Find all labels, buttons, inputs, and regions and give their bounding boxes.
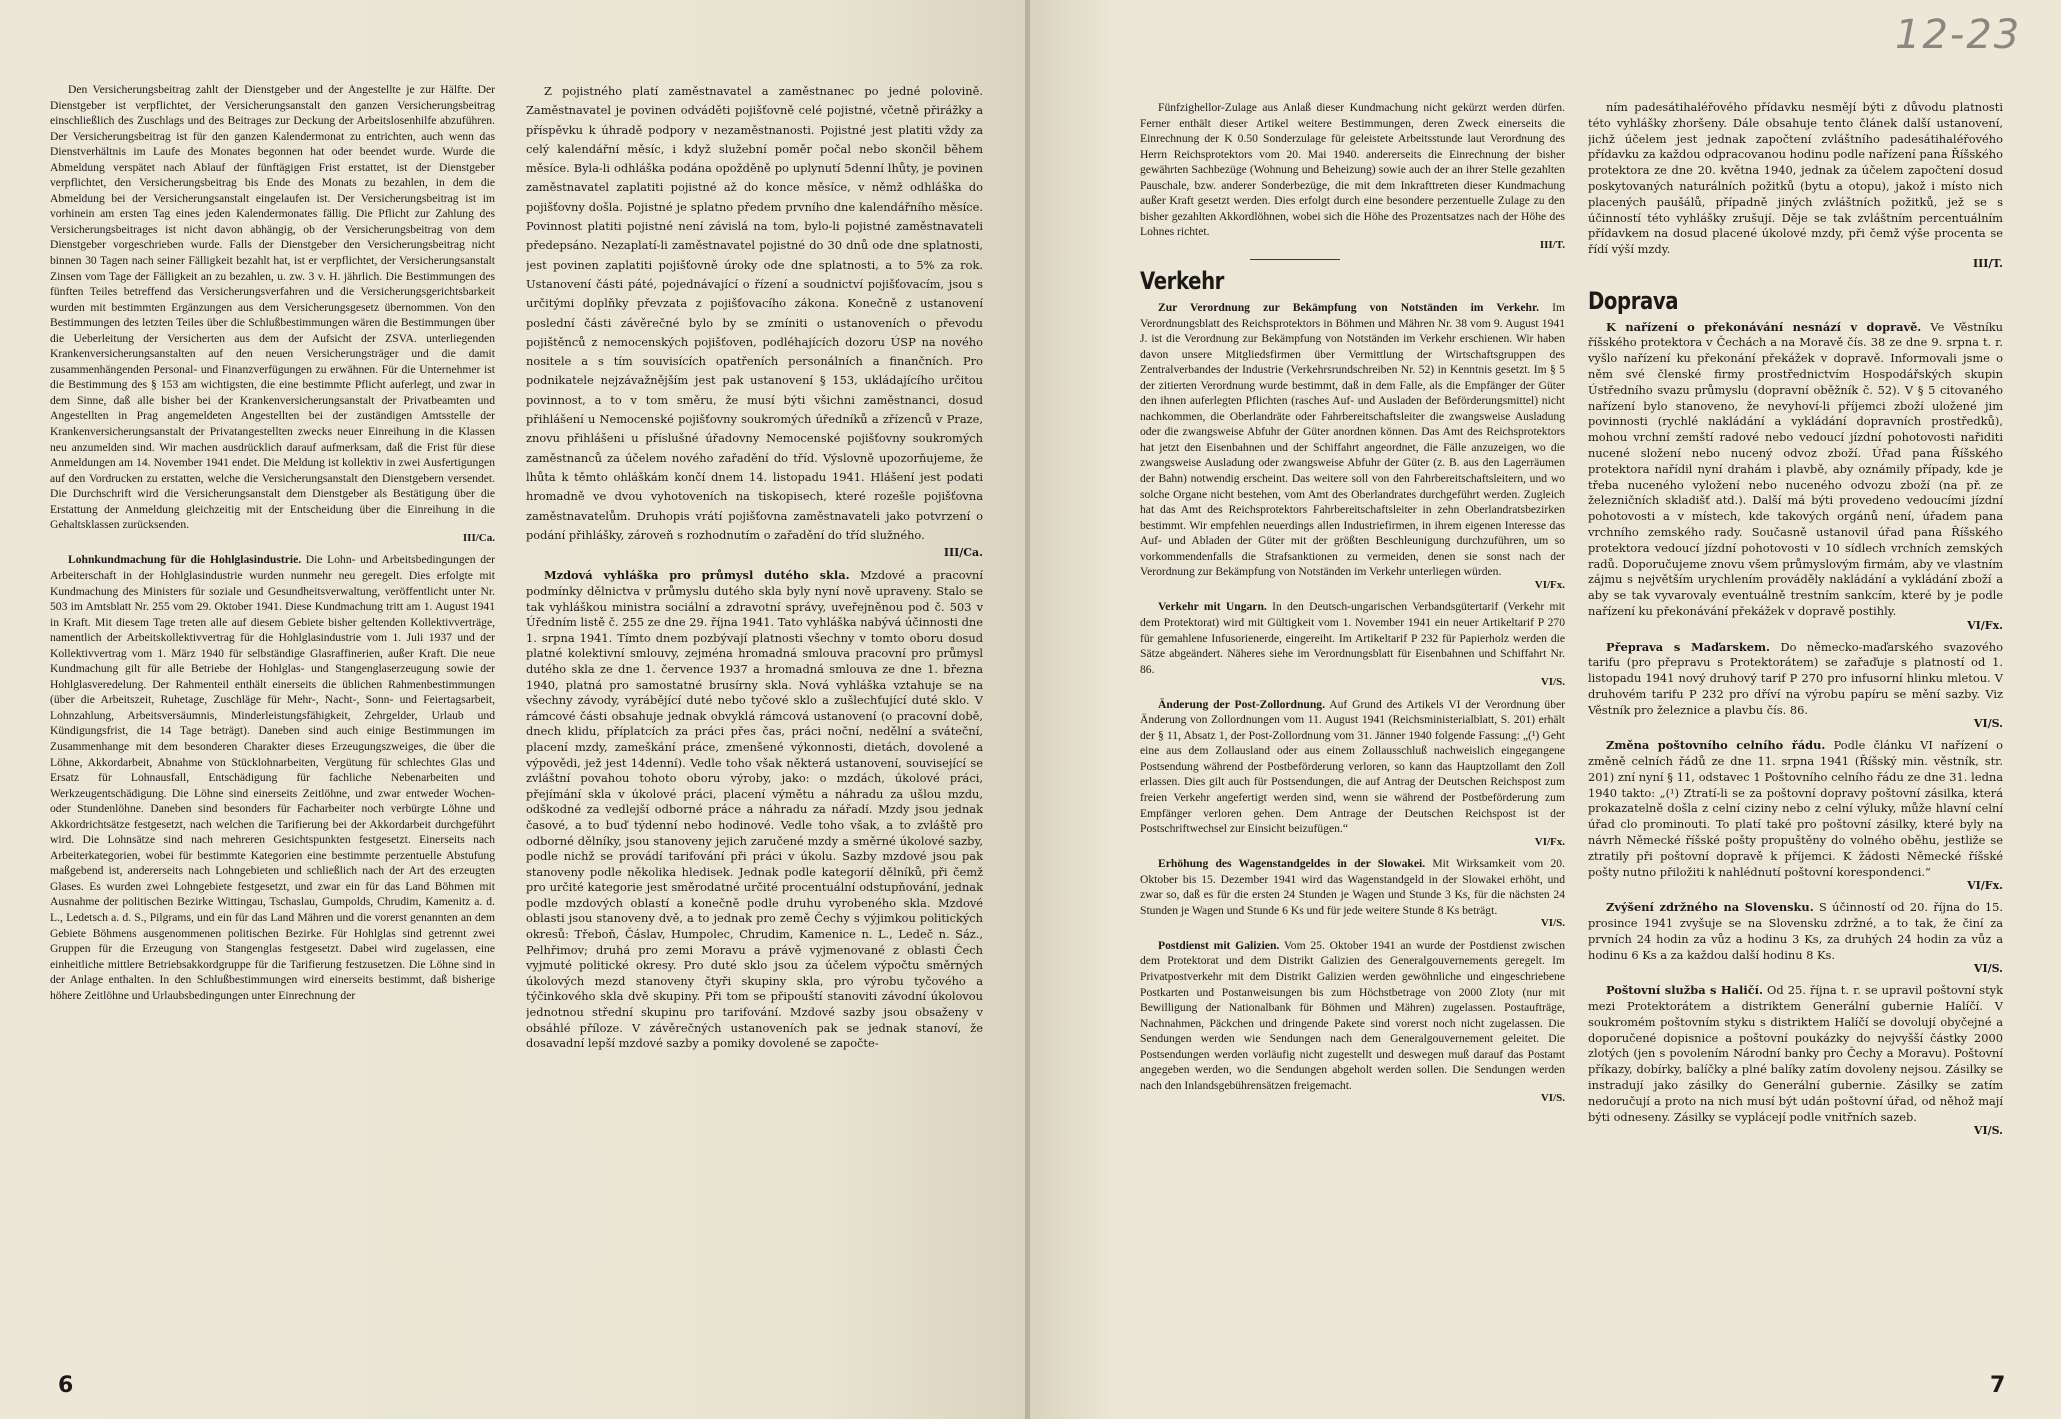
paragraph: Fünfzighellor-Zulage aus Anlaß dieser Kundmachung nicht gekürzt werden dürfen. Ferner enthält dieser Artikel weitere Bestimmungen, deren Zweck einerseits die Einrechnung der K 0.50 Sonderzulage für geleistete Arbeitsstunde laut Verordnung des Herrn Reichsprotektors vom 20. Mai 1940. andererseits die Einrechnung der bisher gewährten Sachbezüge (Wohnung und Beheizung) sowie auch der an ihrer Stelle gezahlten Pauschale, bzw. anderer Sonderbezüge, die mit dem Inkrafttreten dieser Kundmachung außer Kraft gesetzt werden. Dies erfolgt durch eine besondere perzentuelle Zulage zu den bisher gezahlten Akkordlöhnen, wobei sich die Höhe des Prozentsatzes nach der Höhe des Lohnes richtet. bbox=[1140, 101, 1565, 239]
article-heading: Poštovní služba s Haličí. bbox=[1606, 983, 1763, 998]
signature: VI/Fx. bbox=[1534, 835, 1565, 848]
paragraph: Podle článku VI nařízení o změně celních řádů ze dne 11. srpna 1941 (Říšský min. věstník, str. 201) zní nyní § 11, odstavec 1 Poštovního celního řádu ze dne 31. ledna 1940 takto: „(¹) Ztratí-li se za poštovní dopravy poštovní zásilka, která prokazatelně došla z celní ciziny nebo z celní výluky, může hlavní celní úřad clo prominouti. To platí také pro poštovní zásilky, které byly na návrh Německé říšské pošty propuštěny do volného oběhu, jestliže se ztratily při poštovní dopravě k příjemci. K žádosti Německé říšské pošty nutno přiložiti k nahlédnutí poštovní korespondenci.“ bbox=[1588, 738, 2003, 879]
paragraph: In den Deutsch-ungarischen Verbandsgütertarif (Verkehr mit dem Protektorat) wird mit Gültigkeit vom 1. November 1941 ein neuer Artikeltarif P 270 für gemahlene Infusorienerde, eingereiht. Im Artikeltarif P 232 für Papierholz werden die Sätze abgeändert. Näheres siehe im Verordnungsblatt für Eisenbahnen und Schiffahrt Nr. 86. bbox=[1140, 600, 1565, 676]
article bbox=[1588, 640, 2003, 719]
signature: III/Ca. bbox=[462, 531, 495, 544]
signature: VI/S. bbox=[1973, 1124, 2003, 1138]
article bbox=[1588, 738, 2003, 880]
left-page bbox=[0, 0, 1025, 1419]
right-page bbox=[1030, 0, 2061, 1419]
paragraph: Die Lohn- und Arbeitsbedingungen der Arbeiterschaft in der Hohlglasindustrie wurden nunmehr neu geregelt. Dies erfolgte mit Kundmachung des Ministers für soziale und Gesundheitsverwaltung, veröffentlicht unter Nr. 503 im Amtsblatt Nr. 255 vom 29. Oktober 1941. Diese Kundmachung tritt am 1. August 1941 in Kraft. Mit diesem Tage treten alle auf diesem Gebiete bisher geltenden Kollektivverträge, namentlich der Arbeitskollektivvertrag für die Hohlglasindustrie vom 1. Juli 1937 und der Kollektivvertrag vom 1. März 1940 für selbständige Glasraffinerien, außer Kraft. Die neue Kundmachung gilt für alle Betriebe der Hohlglas- und Stangenglaserzeugung sowie der Hohlglasveredelung. Der Rahmenteil enthält einerseits die üblichen Rahmenbestimmungen (über die Arbeitszeit, Ruhetage, Zuschläge für Mehr-, Nacht-, Sonn- und Feiertagsarbeit, Lohnzahlung, Arbeitsversäumnis, Minderleistungsfähigkeit, Zehrgelder, Urlaub und Kündigungsfrist, die 14 Tage beträgt). Daneben sind auch einige Bestimmungen im Zusammenhange mit dem besonderen Charakter dieses Erzeugungszweiges, die über die Löhne, Akkordarbeit, Abnahme von Stücklohnarbeiten, Vergütung für schlechtes Glas und Ersatz für Lohnausfall, Entschädigung für fachliche Nebenarbeiten und Werkzeugentschädigung. Die Löhne sind einerseits Zeitlöhne, und zwar entweder Wochen- oder Stundenlöhne. Daneben sind besonders für Facharbeiter noch verbürgte Löhne und Akkordrichtsätze festgesetzt, nach welchen die Tarifierung bei der Akkordarbeit durchgeführt wird. Die Lohnsätze sind nach mehreren Gesichtspunkten festgesetzt. Einerseits nach Arbeiterkategorien, wobei für bestimmte Kategorien eine bestimmte perzentuelle Abstufung maßgebend ist, andererseits nach Lohngebieten und schließlich nach der Art des erzeugten Glases. Es wurden zwei Lohngebiete festgesetzt, und zwar ein für das Land Böhmen mit Ausnahme der politischen Bezirke Wittingau, Tschaslau, Gumpolds, Chrudim, Kamenitz a. d. L., Ledetsch a. d. S., Pilgrams, und ein für das Land Mähren und die vorerst genannten an dem Gebiete Böhmens ausgenommenen politischen Bezirke. Für Hohlglas sind getrennt zwei Gruppen für die Erzeugung von Stangenglas festgesetzt. Dabei wird zugelassen, eine einheitliche mittlere Betriebsakkordgruppe für die Tarifierung festzusetzen. Die Löhne sind in der Anlage enthalten. In den Schlußbestimmungen wird einerseits bestimmt, daß bisherige höhere Zeitlöhne und Urlaubsbedingungen unter Einrechnung der bbox=[50, 553, 495, 1002]
signature: III/Ca. bbox=[943, 546, 983, 560]
article-heading: Zvýšení zdržného na Slovensku. bbox=[1606, 900, 1814, 915]
right-column-german bbox=[1140, 100, 1565, 1340]
signature: III/T. bbox=[1539, 238, 1565, 251]
article-glass-wages-de bbox=[50, 552, 495, 1003]
article-heading: Lohnkundmachung für die Hohlglasindustrie. bbox=[68, 553, 302, 567]
right-column-czech bbox=[1588, 100, 2003, 1340]
paragraph: Z pojistného platí zaměstnavatel a zaměstnanec po jedné polovině. Zaměstnavatel je povinen odváděti pojišťovně celé pojistné, včetně přirážky a příspěvku k úhradě podpory v nezaměstnanosti. Pojistné jest platiti vždy za celý kalendářní měsíc, i když služební poměr počal nebo skončil během měsíce. Byla-li odhláška podána opožděně po uplynutí 5denní lhůty, je povinen zaměstnavatel zaplatiti pojistné až do konce měsíce, v němž odhláška do pojišťovny došla. Pojistné je splatno předem prvního dne kalendářního měsíce. Povinnost platiti pojistné není závislá na tom, bylo-li pojistné zaměstnavateli předepsáno. Nezaplatí-li zaměstnavatel pojistné do 30 dnů ode dne splatnosti, jest povinen zaplatiti pojišťovně úroky ode dne splatnosti, a to 5% za rok. Ustanovení části páté, pojednávající o řízení a soudnictví pojišťovacím, jsou s určitými doplňky převzata z pojišťovacího zákona. Konečně z ustanovení poslední části závěrečné bylo by se zmíniti o ustanoveních o převodu pojištěnců z nemocenských pojišťoven, podléhajících dozoru ÚSP na nového nositele a s tím souvisících opatřeních personálních a finančních. Pro podnikatele nejzávažnějším jest pak ustanovení § 153, ukládajícího určitou povinnost, a to v tom směru, že musí býti všichni zaměstnanci, dosud přihlášení u Nemocenské pojišťovny soukromých úředníků a zřízenců v Praze, znovu přihlášeni u příslušné úřadovny Nemocenské pojišťovny soukromých zaměstnanců za účelem nového zařadění do tříd. Výslovně upozorňujeme, že lhůta k těmto ohláškám končí dnem 14. listopadu 1941. Hlášení jest podati hromadně ve dvou vyhotoveních na tiskopisech, které rozešle pojišťovna zaměstnavatelům. Druhopis vrátí pojišťovna zaměstnavateli jako potvrzení o podání přihlášky, zároveň s rozhodnutím o zařadění do tříd služného. bbox=[526, 84, 983, 542]
paragraph: Den Versicherungsbeitrag zahlt der Dienstgeber und der Angestellte je zur Hälfte. Der Dienstgeber ist verpflichtet, der Versicherungsanstalt den ganzen Versicherungsbeitrag einschließlich des Zuschlags und des Beitrages zur Deckung der Arbeitslosenhilfe abzuführen. Der Versicherungsbeitrag ist für den ganzen Kalendermonat zu entrichten, auch wenn das Dienstverhältnis im Laufe des Monates begonnen hat oder beendet wurde. Wurde die Abmeldung verspätet nach Ablauf der fünftägigen Frist erstattet, ist der Dienstgeber verpflichtet, den Versicherungsbeitrag bis Ende des Monats zu bezahlen, in dem die Abmeldung bei der Versicherungsanstalt eingelaufen ist. Der Versicherungsbeitrag ist im vorhinein am ersten Tag eines jeden Kalendermonates fällig. Die Pflicht zur Zahlung des Versicherungsbeitrages ist nicht davon abhängig, ob der Versicherungsbeitrag von dem Dienstgeber vorgeschrieben wurde. Falls der Dienstgeber den Versicherungsbeitrag nicht binnen 30 Tagen nach seiner Fälligkeit bezahlt hat, ist er verpflichtet, der Versicherungsanstalt Zinsen vom Tage der Fälligkeit an zu bezahlen, u. zw. 3 v. H. jährlich. Die Bestimmungen des fünften Teiles betreffend das Versicherungsverfahren und die Versicherungsgerichtsbarkeit wurden mit bestimmten Ergänzungen aus dem Versicherungsgesetz übernommen. Von den Bestimmungen des letzten Teiles über die Schlußbestimmungen wären die Bestimmungen über die Ueberleitung der Versicherten aus dem der Aufsicht der ZSVA. unterliegenden Krankenversicherungsanstalten auf den neuen Versicherungsträger und die damit zusammenhängenden Personal- und Finanzverfügungen zu erwähnen. Für die Unternehmer ist die Bestimmung des § 153 am wichtigsten, die eine bestimmte Pflicht auferlegt, und zwar in dem Sinne, daß alle bisher bei der Krankenversicherungsanstalt der Privatbeamten und Angestellten in Prag angemeldeten Angestellten bei der zuständigen Amtsstelle der Krankenversicherungsanstalt der Privatangestellten zwecks neuer Einreihung in die Klassen neu anzumelden sind. Wir machen ausdrücklich darauf aufmerksam, daß die Frist für diese Anmeldungen am 14. November 1941 endet. Die Meldung ist kollektiv in zwei Ausfertigungen auf den Vordrucken zu erstatten, welche die Versicherungsanstalt den Dienstgebern versendet. Die Durchschrift wird die Versicherungsanstalt dem Dienstgeber als Bestätigung über die Erstattung der Anmeldung gleichzeitig mit der Entscheidung über die Einreihung in die Gehaltsklassen zurücksenden. bbox=[50, 83, 495, 532]
paragraph: Do německo-maďarského svazového tarifu (pro přepravu s Protektorátem) se zařaďuje s platností od 1. listopadu 1941 nový druhový tarif P 270 pro infusorní hlinku mletou. V druhovém tarifu P 232 pro dříví na výrobu papíru se mění sazby. Viz Věstník pro železnice a plavbu čís. 86. bbox=[1588, 639, 2003, 717]
signature: VI/S. bbox=[1540, 676, 1565, 689]
article bbox=[1140, 599, 1565, 677]
paragraph: ním padesátihaléřového přídavku nesmějí býti z důvodu platnosti této vyhlášky zhoršeny. Dále obsahuje tento článek další ustanovení, jichž účelem jest jednak započtení zvláštního padesátihaléřového přídavku za každou odpracovanou hodinu podle nařízení pana Říšského protektora ze dne 20. května 1940, jednak za účelem započtení dosud poskytovaných naturálních požitků (bytu a otopu), jakož i místo nich placených paušálů, případně jiných zvláštních požitků, jež se s účinností této vyhlášky zrušují. Děje se tak zvláštním percentuálním přídavkem na dosud placené úkolové mzdy, při čemž výše procenta se řídí výší mzdy. bbox=[1588, 100, 2003, 257]
paragraph: Od 25. října t. r. se upravil poštovní styk mezi Protektorátem a distriktem Generální gubernie Halíčí. V soukromém poštovním styku s distriktem Halíčí se dovolují obyčejné a doporučené dopisnice a poštovní poukázky do nejvyšší částky 2000 zlotých (jen s povolením Národní banky pro Čechy a Moravu). Poštovní příkazy, dobírky, balíčky a plné balíky zatím dovoleny nejsou. Zásilky se instradují jako zásilky do Generální gubernie. Zásilky se zatím nedoručují a proto na nich musí být udán poštovní úřad, od něhož mají býti odneseny. Zásilky se vyplácejí podle vnitřních sazeb. bbox=[1588, 983, 2003, 1124]
article bbox=[1588, 900, 2003, 963]
handwritten-note: 12-23 bbox=[1895, 12, 2022, 58]
article-glass-wages-cz bbox=[526, 568, 983, 1051]
article-heading: Verkehr mit Ungarn. bbox=[1158, 600, 1267, 614]
paragraph: Im Verordnungsblatt des Reichsprotektors in Böhmen und Mähren Nr. 38 vom 9. August 1941 J. ist die Verordnung zur Bekämpfung von Notständen im Verkehr erschienen. Wir haben davon unsere Mitgliedsfirmen über Vermittlung der Wirtschaftsgruppen des Zentralverbandes der Industrie (Verkehrsrundschreiben Nr. 52) in Kenntnis gesetzt. Im § 5 der zitierten Verordnung wurde bestimmt, daß in dem Falle, als die Empfänger der Güter den ihnen auferlegten Pflichten (rasches Auf- und Ausladen der Beförderungsmittel) nicht nachkommen, die Oberlandräte oder Fahrbereitschaftsleiter die zwangsweise Ausladung oder die zwangsweise Abfuhr der Güter anordnen können. Das Amt des Reichsprotektors hat jetzt den Eisenbahnen und der Schiffahrt angeordnet, die Fälle anzuzeigen, wo die zwangsweise Ausladung oder zwangsweise Abfuhr der Güter (z. B. aus den Lagerräumen der Bahn) notwendig erscheint. Das weitere soll von den Fahrbereitschaftsleitern, und wo solche Organe nicht bestehen, vom Amt des Oberlandrates durchgeführt werden. Zugleich hat das Amt des Reichsprotektors Fahrbereitschaftsleiter in zehn Oberlandratsbezirken bestimmt. Wir empfehlen neuerdings allen Industriefirmen, in ihrem eigenen Interesse das Auf- und Abladen der Güter mit der größten Beschleunigung durchzuführen, um so vorkommendenfalls die Strafsanktionen zu vermeiden, denen sie sonst nach der Verordnung zur Bekämpfung von Notständen im Verkehr unterliegen würden. bbox=[1140, 301, 1565, 579]
divider bbox=[1250, 259, 1340, 260]
paragraph: Mit Wirksamkeit vom 20. Oktober bis 15. Dezember 1941 wird das Wagenstandgeld in der Slowakei erhöht, und zwar so, daß es für die ersten 24 Stunden je Wagen und Stunde 3 Ks, für die nächsten 24 Stunden je Wagen und Stunde 6 Ks und für jede weitere Stunde 8 Ks beträgt. bbox=[1140, 857, 1565, 917]
signature: VI/Fx. bbox=[1534, 578, 1565, 591]
signature: VI/S. bbox=[1973, 962, 2003, 976]
section-heading-verkehr: Verkehr bbox=[1140, 267, 1224, 296]
article-heading: Erhöhung des Wagenstandgeldes in der Slowakei. bbox=[1158, 857, 1426, 871]
article bbox=[1140, 856, 1565, 918]
page-number-left: 6 bbox=[58, 1373, 74, 1398]
article-heading: Zur Verordnung zur Bekämpfung von Notständen im Verkehr. bbox=[1158, 301, 1539, 315]
paragraph: S účinností od 20. října do 15. prosince 1941 zvyšuje se na Slovensku zdržné, a to tak, že činí za prvních 24 hodin za vůz a hodinu 3 Ks, za druhých 24 hodin za vůz a hodinu 6 Ks a za každou další hodinu 8 Ks. bbox=[1588, 900, 2003, 962]
paragraph: Vom 25. Oktober 1941 an wurde der Postdienst zwischen dem Protektorat und dem Distrikt Galizien des Generalgouvernements geregelt. Im Privatpostverkehr mit dem Distrikt Galizien werden gewöhnliche und eingeschriebene Postkarten und Postanweisungen bis zum Höchstbetrage von 2000 Zloty (nur mit Bewilligung der Nationalbank für Böhmen und Mähren) zugelassen. Postaufträge, Nachnahmen, Päckchen und dringende Pakete sind vorerst noch nicht zugelassen. Die Sendungen werden wie Sendungen nach dem Generalgouvernement geleitet. Die Postsendungen werden vorläufig nicht zugestellt und deswegen muß darauf das Postamt angegeben werden, wo die Sendungen abgeholt werden sollen. Die Sendungen werden nach den Inlandsgebührensätzen freigemacht. bbox=[1140, 938, 1565, 1092]
article-heading: Postdienst mit Galizien. bbox=[1158, 938, 1280, 952]
article-heading: Mzdová vyhláška pro průmysl dutého skla. bbox=[544, 568, 850, 583]
article-heading: Změna poštovního celního řádu. bbox=[1606, 738, 1826, 753]
signature: VI/Fx. bbox=[1967, 618, 2003, 632]
signature: VI/S. bbox=[1540, 1092, 1565, 1105]
article bbox=[1588, 320, 2003, 620]
left-column-czech bbox=[526, 82, 983, 1352]
page-number-right: 7 bbox=[1990, 1373, 2006, 1398]
signature: VI/S. bbox=[1973, 717, 2003, 731]
paragraph: Auf Grund des Artikels VI der Verordnung über Änderung von Zollordnungen vom 11. August 1941 (Reichsministerialblatt, S. 201) erhält der § 11, Absatz 1, der Post-Zollordnung vom 31. Jänner 1940 folgende Fassung: „(¹) Geht eine aus dem Zollausland oder aus einem Zollausschluß nachweislich eingegangene Postsendung während der Postbeförderung verloren, so kann das Hauptzollamt den Zoll erlassen. Dies gilt auch für Postsendungen, die auf Antrag der Deutschen Reichspost zum freien Verkehr angefertigt werden sind, wenn sie während der Postbeförderung zum Empfänger verloren gehen. Dem Antrage der Deutschen Reichspost ist der Postschriftwechsel zur Einsicht beizufügen.“ bbox=[1140, 697, 1565, 836]
paragraph: Ve Věstníku říšského protektora v Čechách a na Moravě čís. 38 ze dne 9. srpna t. r. vyšlo nařízení ku překonání překážek v dopravě. Informovali jsme o něm své členské firmy prostřednictvím Hospodářských skupin Ústředního svazu průmyslu (dopravní oběžník č. 52). V § 5 citovaného nařízení bylo stanoveno, že nevyhoví-li příjemci zboží uložené jim povinnosti (rychlé nakládání a vykládání dopravních prostředků), mohou vrchní zemští radové nebo vedoucí jízdní pohotovosti nařiditi nucené složení nebo nucený odvoz zboží. Úřad pana Říšského protektora nařídil nyní drahám i plavbě, aby oznámily případy, kde je třeba nuceného vyložení nebo nuceného odvozu zboží (na př. ze železničních skladišť atd.). Další má býti provedeno vedoucími jízdní pohotovosti a v místech, kde takových orgánů není, úřadem pana vrchního zemského rady. Současně ustanovil úřad pana Říšského protektora vedoucí jízdní pohotovosti v 10 sídlech vrchních zemských radů. Doporučujeme znovu všem průmyslovým firmám, aby ve vlastním zájmu s největším urychlením prováděly nakládání a vykládání zboží a aby se tak vyvarovaly eventuálně trestním sankcím, které by je podle nařízení ku překonávání překážek v dopravě postihly. bbox=[1588, 319, 2003, 618]
section-heading-doprava: Doprava bbox=[1588, 286, 1679, 315]
signature: III/T. bbox=[1972, 256, 2003, 270]
signature: VI/S. bbox=[1540, 917, 1565, 930]
article bbox=[1588, 983, 2003, 1125]
article bbox=[1140, 300, 1565, 580]
paragraph: Mzdové a pracovní podmínky dělnictva v průmyslu dutého skla byly nyní nově upraveny. Stalo se tak vyhláškou ministra sociální a zdravotní správy, uveřejněnou pod č. 503 v Úředním listě č. 255 ze dne 29. října 1941. Tato vyhláška nabývá účinnosti dne 1. srpna 1941. Tímto dnem pozbývají platnosti všechny v tomto oboru dosud platné kolektivní smlouvy, zejména hromadná smlouva pracovní pro průmysl dutého skla ze dne 1. července 1937 a hromadná smlouva ze dne 1. března 1940, platná pro samostatné brusírny skla. Nová vyhláška vztahuje se na všechny závody, vyrábějící duté nebo tyčové sklo a zušlechťující duté sklo. V rámcové části obsahuje jednak obvyklá rámcová ustanovení (o pracovní době, dnech klidu, příplatcích za práci přes čas, práci noční, nedělní a sváteční, placení mzdy, zameškání práce, zmenšené výkonnosti, dietách, dovolené a výpovědi, jež jest 14denní). Vedle toho však některá ustanovení, související se zvláštní povahou tohoto oboru výroby, jako: o mzdách, úkolové práci, přejímání skla v úkolové práci, placení výmětu a náhradu za ušlou mzdu, odškodné za vedlejší odborné práce a náhradu za nářadí. Mzdy jsou jednak časové, a to buď týdenní nebo hodinové. Vedle toho však, a to zvláště pro odborné dělníky, jsou stanoveny jejich zaručené mzdy a směrné úkolové sazby, podle nichž se provádí tarifování při práci v úkolu. Sazby mzdové jsou pak stanoveny podle několika hledisek. Jednak podle kategorií dělníků, při čemž pro určité kategorie jest směrodatné určité procentuální odstupňování, jednak podle mzdových oblastí a konečně podle druhu vyrobeného skla. Mzdové oblasti jsou stanoveny dvě, a to jednak pro země Čechy s výjimkou politických okresů: Třeboň, Čáslav, Humpolec, Chrudim, Kamenice n. L., Ledeč n. Sáz., Pelhřimov; druhá pro zemi Moravu a právě vyjmenované z oblasti Čech vyjmuté politické okresy. Pro duté sklo jsou za účelem výpočtu směrných úkolových mezd stanoveny čtyři skupiny skla, pro výrobu tyčového a týčinkového skla dvě skupiny. Při tom se připouští stanoviti závodní úkolovou jednotnou střední skupinu pro tarifování. Mzdové sazby jsou obsaženy v obsáhlé příloze. V závěrečných ustanoveních pak se jednak stanoví, že dosavadní lepší mzdové sazby a pomiky dovolené se započte- bbox=[526, 568, 983, 1051]
article-heading: K nařízení o překonávání nesnází v dopravě. bbox=[1606, 319, 1922, 334]
article bbox=[1140, 938, 1565, 1093]
article bbox=[1140, 697, 1565, 837]
article-heading: Änderung der Post-Zollordnung. bbox=[1158, 697, 1326, 711]
article-heading: Přeprava s Maďarskem. bbox=[1606, 639, 1771, 654]
left-column-german bbox=[50, 82, 495, 1352]
signature: VI/Fx. bbox=[1967, 879, 2003, 893]
